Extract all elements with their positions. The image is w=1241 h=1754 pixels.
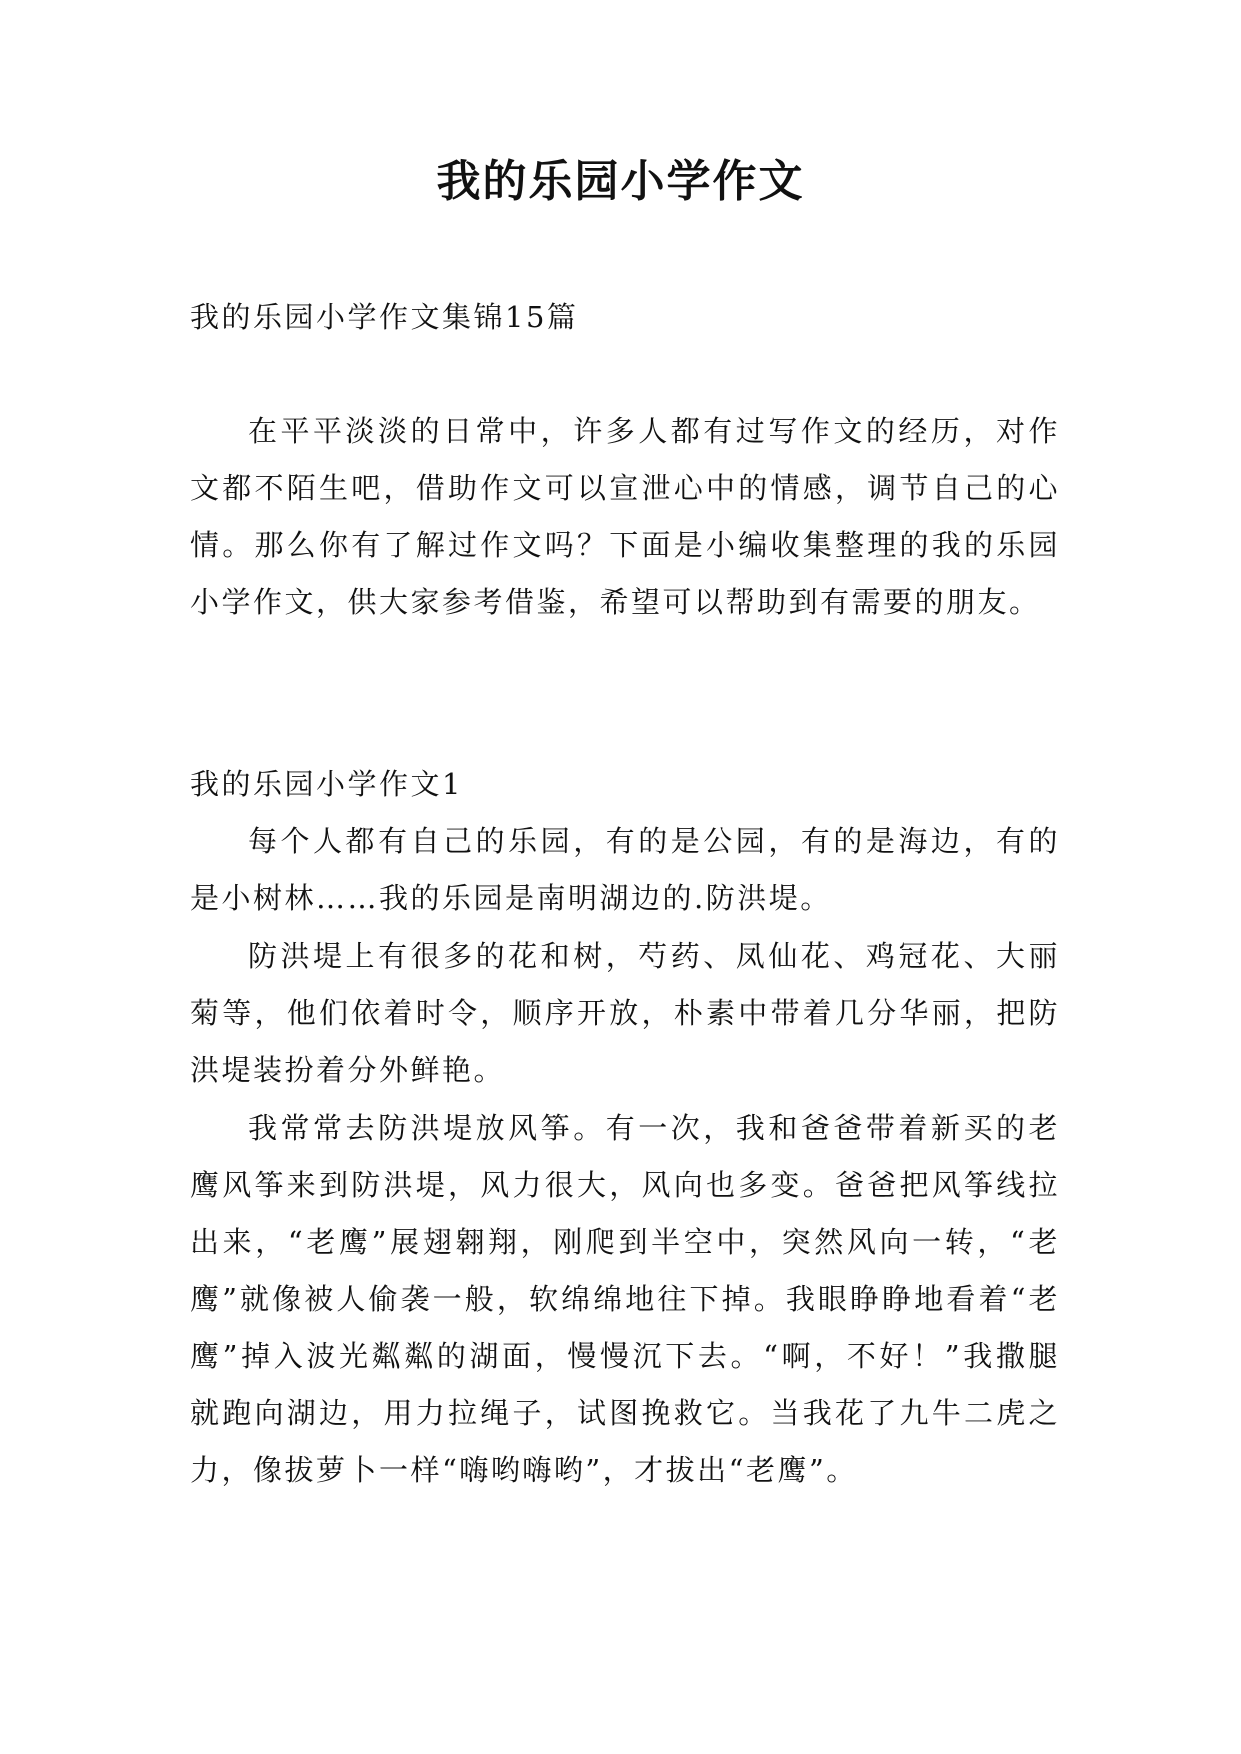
document-title: 我的乐园小学作文 xyxy=(436,156,805,207)
essay-heading: 我的乐园小学作文1 xyxy=(190,767,463,801)
document-subtitle: 我的乐园小学作文集锦15篇 xyxy=(190,300,579,334)
essay-paragraph-3: 我常常去防洪堤放风筝。有一次，我和爸爸带着新买的老鹰风筝来到防洪堤，风力很大，风向也多变。爸爸把风筝线拉出来，“老鹰”展翅翱翔，刚爬到半空中，突然风向一转，“老鹰”就像被人偷袭一般，软绵绵地往下掉。我眼睁睁地看着“老鹰”掉入波光粼粼的湖面，慢慢沉下去。“啊，不好！”我撒腿就跑向湖边，用力拉绳子，试图挽救它。当我花了九牛二虎之力，像拔萝卜一样“嗨哟嗨哟”，才拔出“老鹰”。 xyxy=(190,1111,1060,1487)
essay-paragraph-1: 每个人都有自己的乐园，有的是公园，有的是海边，有的是小树林……我的乐园是南明湖边的.防洪堤。 xyxy=(190,824,1060,915)
essay-paragraph-2: 防洪堤上有很多的花和树，芍药、凤仙花、鸡冠花、大丽菊等，他们依着时令，顺序开放，朴素中带着几分华丽，把防洪堤装扮着分外鲜艳。 xyxy=(190,939,1060,1087)
intro-paragraph: 在平平淡淡的日常中，许多人都有过写作文的经历，对作文都不陌生吧，借助作文可以宣泄心中的情感，调节自己的心情。那么你有了解过作文吗？下面是小编收集整理的我的乐园小学作文，供大家参考借鉴，希望可以帮助到有需要的朋友。 xyxy=(190,414,1060,619)
